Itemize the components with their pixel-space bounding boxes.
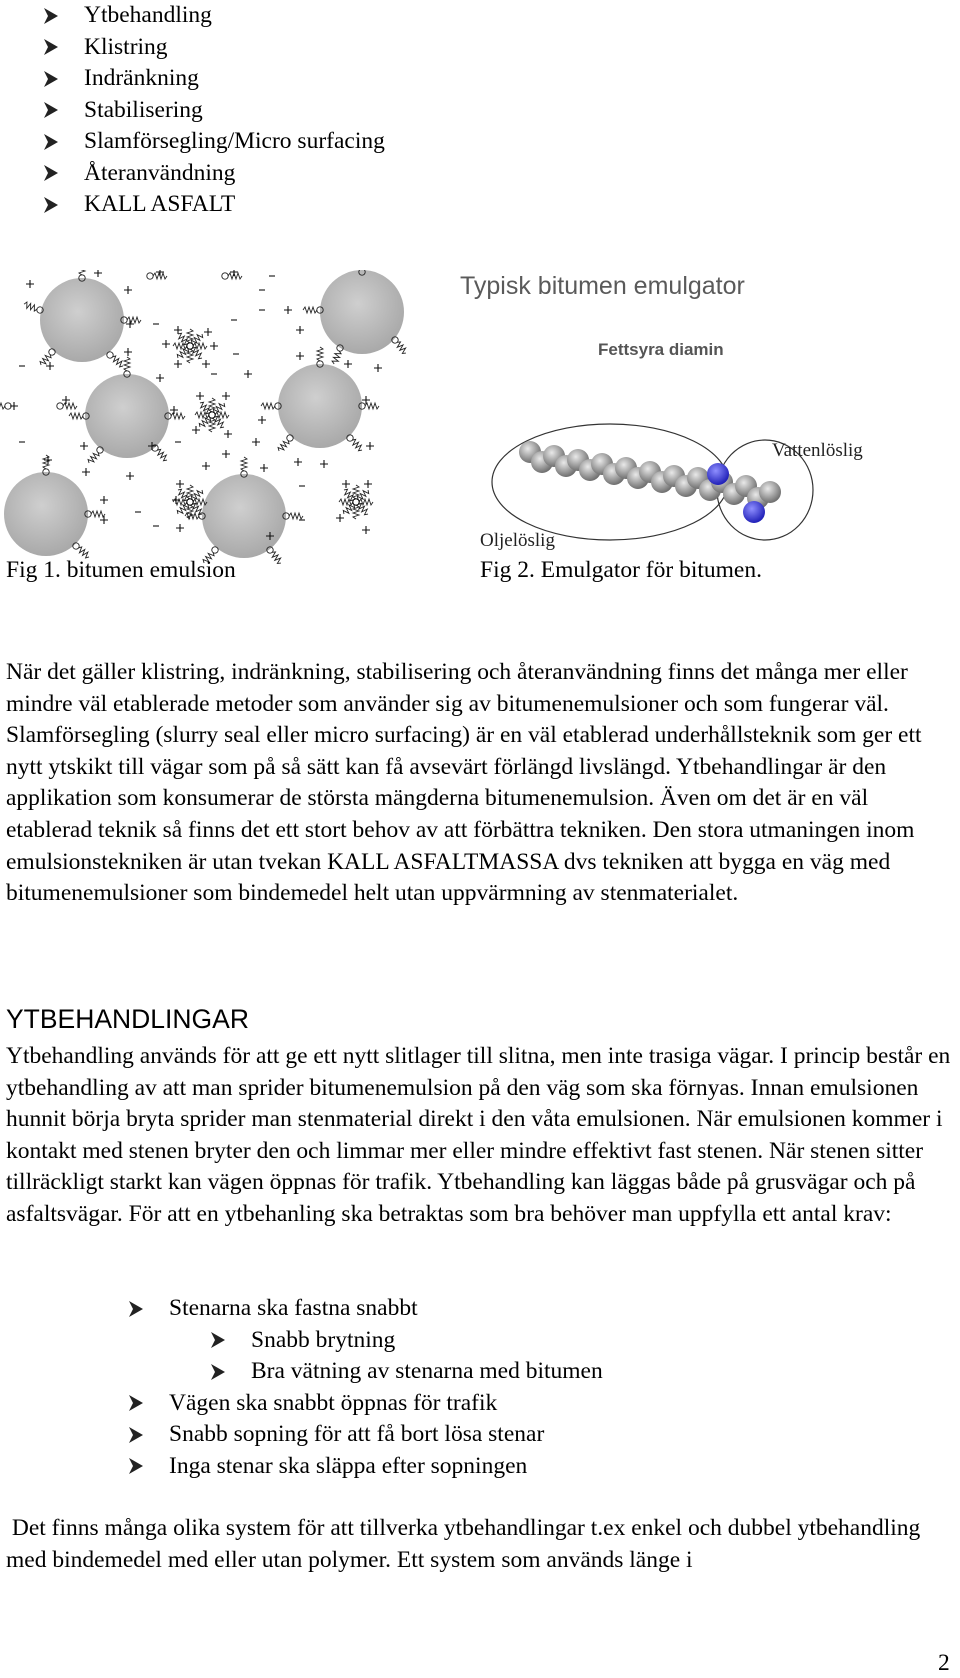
list-item-text: Klistring (84, 33, 168, 60)
list-item-text: Indränkning (84, 65, 199, 91)
intro-bullet-list (42, 0, 385, 221)
fig2-label-oil: Oljelöslig (480, 530, 555, 551)
section-heading: YTBEHANDLINGAR (6, 1004, 249, 1034)
bullet-arrow-icon (42, 164, 60, 182)
list-item (42, 63, 385, 95)
list-item (0, 1419, 603, 1451)
list-item-text: Slamförsegling/Micro surfacing (84, 128, 385, 154)
body-paragraph-3: Det finns många olika system för att tillverka ytbehandlingar t.ex enkel och dubbel ytbehandling med bindemedel med eller utan polymer. Ett system som används länge i (6, 1515, 927, 1573)
list-item (0, 1325, 603, 1357)
fig2-caption: Fig 2. Emulgator för bitumen. (480, 557, 762, 583)
list-item-text: KALL ASFALT (84, 191, 236, 217)
bullet-arrow-icon (127, 1300, 145, 1318)
bullet-arrow-icon (127, 1457, 145, 1475)
bullet-arrow-icon (42, 70, 60, 88)
bullet-arrow-icon (127, 1426, 145, 1444)
fig1-caption: Fig 1. bitumen emulsion (6, 557, 236, 583)
fig2-subtitle: Fettsyra diamin (598, 340, 724, 359)
bullet-arrow-icon (42, 38, 60, 56)
list-item (42, 32, 385, 64)
page-number: 2 (938, 1650, 950, 1676)
fig2-label-water: Vattenlöslig (772, 440, 863, 461)
body-paragraph-2: Ytbehandling används för att ge ett nytt slitlager till slitna, men inte trasiga vägar. I princip består en ytbehandling av att man sprider bitumenemulsion på den väg som ska förnyas. Innan emulsionen hunnit börja bryta sprider man stenmaterial direkt i den våta emulsionen. När emulsionen kommer i kontakt med stenen bryter den och limmar mer eller mindre effektivt fast stenen. När stenen sitter tillräckligt starkt kan vägen öppnas för trafik. Ytbehandling kan läggas både på grusvägar och på asfaltsvägar. För att en ytbehanling ska betraktas som bra behöver man uppfylla ett antal krav: (6, 1043, 951, 1227)
list-item (42, 95, 385, 127)
body-paragraph-1: När det gäller klistring, indränkning, stabilisering och återanvändning finns det många mer eller mindre väl etablerade metoder som använder sig av bitumenemulsioner och som fungerar väl. Slamförsegling (slurry seal eller micro surfacing) är en väl etablerad underhållsteknik som ger ett nytt ytskikt till vägar som på så sätt kan få avsevärt förlängd livslängd. Ytbehandlingar är den applikation som konsumerar de största mängderna bitumenemulsion. Även om det är en väl etablerad teknik så finns det ett stort behov av att förbättra tekniken. Den stora utmaningen inom emulsionstekniken är utan tvekan KALL ASFALTMASSA dvs tekniken att bygga en väg med bitumenemulsioner som bindemedel helt utan uppvärmning av stenmaterialet. (6, 659, 922, 907)
list-item (42, 189, 385, 221)
list-item-text: Ytbehandling (84, 2, 212, 28)
bullet-arrow-icon (42, 7, 60, 25)
list-item (42, 158, 385, 190)
bullet-arrow-icon (209, 1331, 227, 1349)
list-item (42, 0, 385, 32)
list-item (0, 1388, 603, 1420)
list-item-text: Stenarna ska fastna snabbt (169, 1295, 418, 1321)
bitumen-emulsion-illustration (0, 270, 420, 580)
list-item (0, 1293, 603, 1325)
bullet-arrow-icon (127, 1394, 145, 1412)
list-item-text: Vägen ska snabbt öppnas för trafik (169, 1389, 498, 1416)
list-item-text: Snabb sopning för att få bort lösa stenar (169, 1421, 545, 1447)
list-item (42, 126, 385, 158)
list-item-text: Återanvändning (84, 159, 236, 186)
bullet-arrow-icon (42, 133, 60, 151)
list-item (0, 1451, 603, 1483)
list-item (0, 1356, 603, 1388)
requirements-list (0, 1293, 603, 1482)
list-item-text: Inga stenar ska släppa efter sopningen (169, 1452, 528, 1479)
bullet-arrow-icon (42, 196, 60, 214)
bullet-arrow-icon (209, 1363, 227, 1381)
list-item-text: Snabb brytning (251, 1326, 396, 1353)
bullet-arrow-icon (42, 101, 60, 119)
list-item-text: Bra vätning av stenarna med bitumen (251, 1358, 603, 1384)
fig2-title: Typisk bitumen emulgator (460, 272, 745, 300)
list-item-text: Stabilisering (84, 96, 203, 123)
